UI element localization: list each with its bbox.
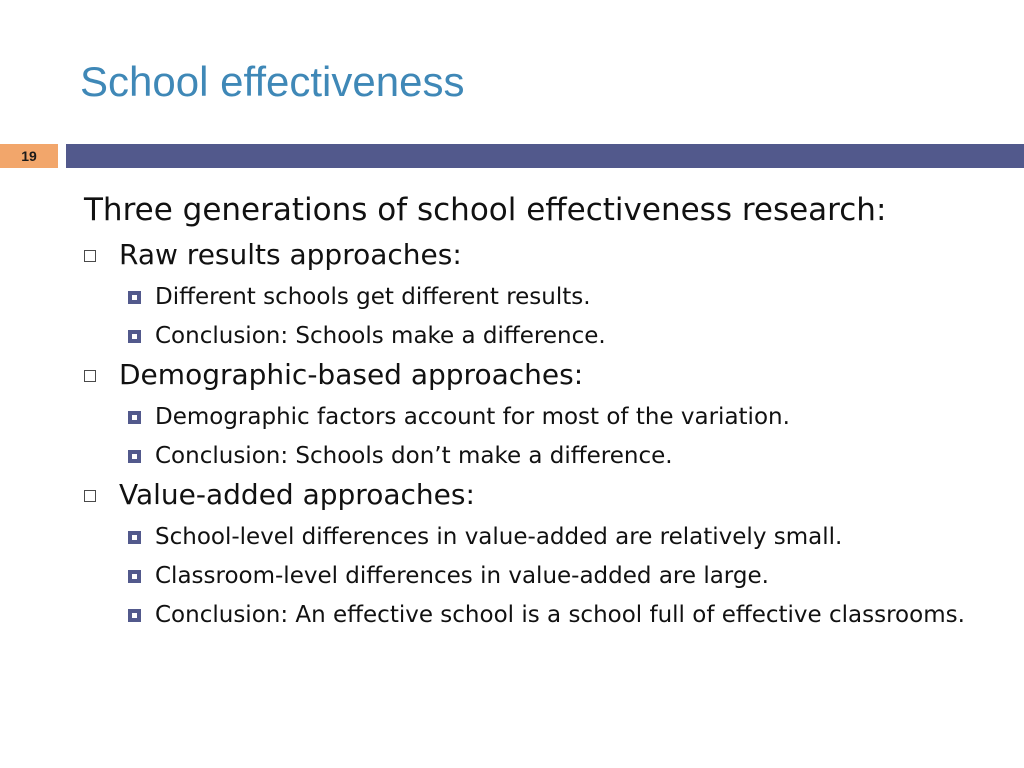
slide-number-badge: 19 xyxy=(0,144,58,168)
hollow-square-bullet-icon xyxy=(84,250,96,262)
bullet-point-text: Conclusion: Schools make a difference. xyxy=(155,323,606,349)
header-divider-bar xyxy=(66,144,1024,168)
slide-title: School effectiveness xyxy=(80,58,465,105)
hollow-square-bullet-icon xyxy=(84,490,96,502)
hollow-square-bullet-icon xyxy=(84,370,96,382)
bullet-point xyxy=(84,281,1004,313)
section-heading-label: Demographic-based approaches: xyxy=(119,358,584,391)
filled-square-bullet-icon xyxy=(128,609,141,622)
bullet-point xyxy=(84,440,1004,472)
bullet-point xyxy=(84,560,1004,592)
slide-content xyxy=(84,188,1004,631)
filled-square-bullet-icon xyxy=(128,291,141,304)
section-heading-demographic xyxy=(84,356,1004,394)
filled-square-bullet-icon xyxy=(128,531,141,544)
section-heading-value-added xyxy=(84,476,1004,514)
bullet-point-text: Classroom-level differences in value-added are large. xyxy=(155,563,769,589)
bullet-point xyxy=(84,320,1004,352)
section-heading-label: Value-added approaches: xyxy=(119,478,475,511)
filled-square-bullet-icon xyxy=(128,450,141,463)
bullet-point xyxy=(84,521,1004,553)
filled-square-bullet-icon xyxy=(128,411,141,424)
filled-square-bullet-icon xyxy=(128,570,141,583)
intro-text: Three generations of school effectiveness research: xyxy=(84,192,887,228)
bullet-point-text: Conclusion: Schools don’t make a difference. xyxy=(155,443,673,469)
bullet-point xyxy=(84,401,1004,433)
bullet-point-text: Demographic factors account for most of the variation. xyxy=(155,404,790,430)
section-heading-label: Raw results approaches: xyxy=(119,238,462,271)
bullet-point-text: School-level differences in value-added are relatively small. xyxy=(155,524,843,550)
filled-square-bullet-icon xyxy=(128,330,141,343)
section-heading-raw-results xyxy=(84,236,1004,274)
bullet-point xyxy=(84,599,985,631)
bullet-point-text: Different schools get different results. xyxy=(155,284,591,310)
bullet-point-text: Conclusion: An effective school is a school full of effective classrooms. xyxy=(155,602,965,628)
